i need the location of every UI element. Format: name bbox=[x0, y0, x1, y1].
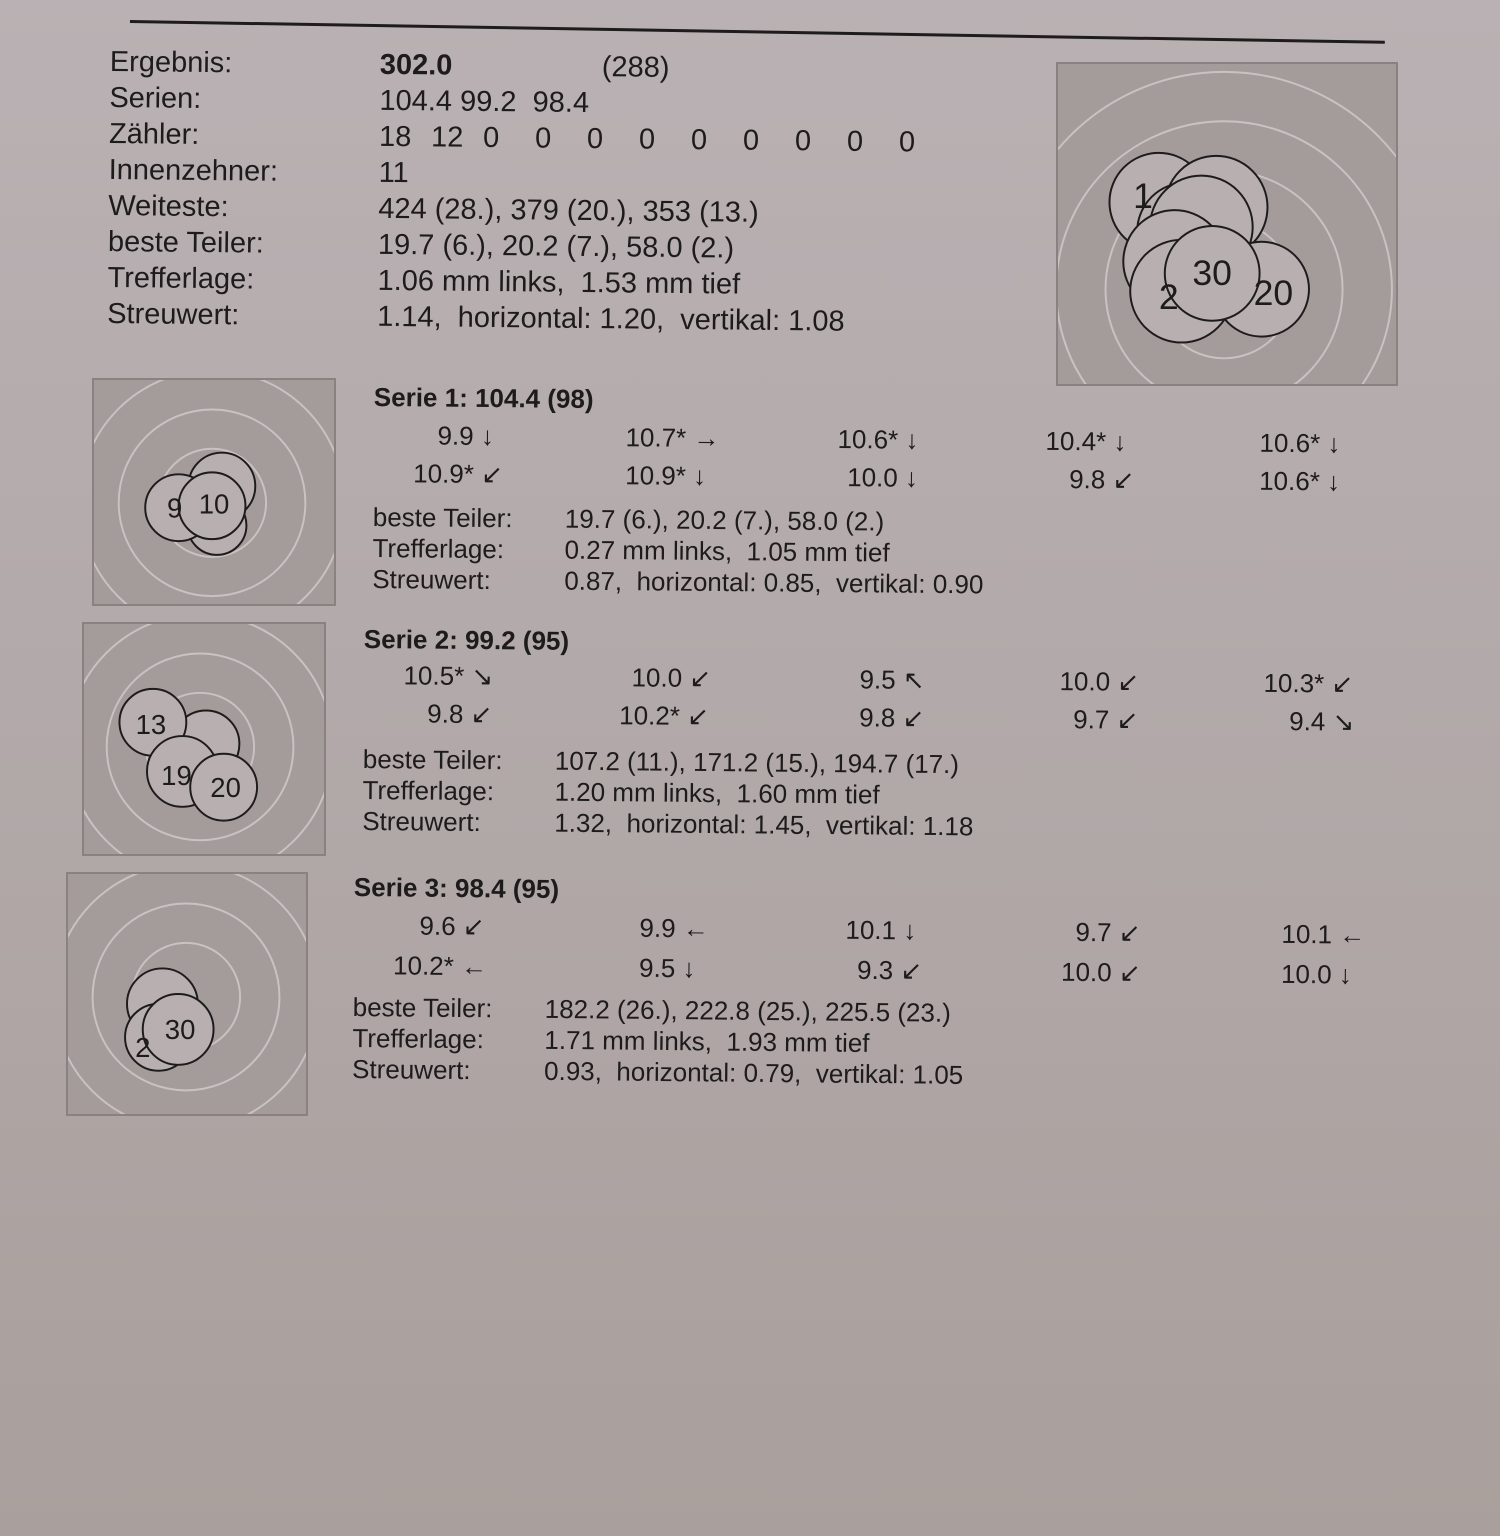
counter-value: 0 bbox=[794, 124, 812, 157]
shot-value: 9.4 ↘ bbox=[1289, 706, 1355, 737]
series-title: Serie 1: 104.4 (98) bbox=[373, 382, 594, 414]
counter-values bbox=[379, 120, 951, 159]
counter-value: 0 bbox=[742, 124, 760, 157]
shot-value: 10.0 ↙ bbox=[1060, 956, 1141, 988]
series-1-target-svg bbox=[94, 380, 334, 604]
shot-value: 10.9* ↓ bbox=[625, 460, 707, 491]
series-stats bbox=[372, 502, 1453, 604]
spread-label: Streuwert: bbox=[351, 1053, 471, 1086]
shot-grid bbox=[373, 416, 1454, 505]
shot-value: 9.3 ↙ bbox=[856, 954, 923, 986]
inner-tens-value: 11 bbox=[378, 156, 409, 189]
series-label: Serien: bbox=[109, 81, 202, 115]
series-3-target-svg bbox=[68, 874, 306, 1114]
shot-value: 10.6* ↓ bbox=[1259, 427, 1341, 459]
best-divisors-value: 107.2 (11.), 171.2 (15.), 194.7 (17.) bbox=[554, 745, 960, 780]
overall-target-svg bbox=[1058, 64, 1396, 384]
shot-value: 10.5* ↘ bbox=[403, 660, 494, 692]
series-3-block bbox=[352, 872, 1434, 1095]
shot-value: 9.7 ↙ bbox=[1073, 704, 1139, 735]
shot-value: 10.9* ↙ bbox=[413, 458, 504, 490]
shot-value: 9.9 ← bbox=[639, 912, 709, 944]
target-shot-label: 10 bbox=[198, 488, 230, 520]
target-shot-label: 30 bbox=[1192, 253, 1232, 294]
series-3-target-image bbox=[66, 872, 308, 1116]
series-values: 104.4 99.2 98.4 bbox=[379, 84, 590, 119]
shot-value: 10.0 ↓ bbox=[847, 462, 919, 493]
shot-value: 10.2* ← bbox=[392, 950, 488, 982]
best-divisors-label: beste Teiler: bbox=[352, 991, 493, 1024]
inner-tens-label: Innenzehner: bbox=[108, 153, 279, 188]
result-score: 302.0 bbox=[379, 48, 453, 82]
best-divisors-label: beste Teiler: bbox=[107, 225, 264, 260]
hit-position-value: 1.20 mm links, 1.60 mm tief bbox=[554, 776, 880, 810]
target-shot-label: 30 bbox=[164, 1014, 196, 1046]
target-shot-label: 20 bbox=[1253, 272, 1294, 313]
hit-position-value: 0.27 mm links, 1.05 mm tief bbox=[564, 534, 890, 568]
counter-value: 0 bbox=[586, 122, 604, 155]
hit-position-label: Trefferlage: bbox=[372, 532, 505, 565]
series-title: Serie 2: 99.2 (95) bbox=[363, 624, 570, 656]
hit-position-value: 1.06 mm links, 1.53 mm tief bbox=[377, 264, 741, 301]
shot-value: 9.9 ↓ bbox=[437, 420, 495, 452]
target-shot-label: 13 bbox=[135, 709, 167, 741]
spread-value: 1.32, horizontal: 1.45, vertikal: 1.18 bbox=[554, 807, 974, 842]
series-stats bbox=[362, 744, 1443, 846]
counter-value: 0 bbox=[846, 125, 864, 158]
shot-value: 10.3* ↙ bbox=[1263, 667, 1354, 699]
shot-value: 10.0 ↓ bbox=[1280, 958, 1353, 990]
target-shot-label: 2 bbox=[135, 1031, 151, 1063]
header-rule bbox=[130, 20, 1385, 44]
shot-value: 10.1 ← bbox=[1281, 918, 1366, 950]
hit-position-value: 1.71 mm links, 1.93 mm tief bbox=[544, 1024, 870, 1058]
spread-label: Streuwert: bbox=[372, 563, 491, 596]
target-shot-label: 19 bbox=[161, 760, 192, 792]
series-1-target-image bbox=[92, 378, 336, 606]
hit-position-label: Trefferlage: bbox=[352, 1022, 485, 1055]
shot-value: 9.5 ↓ bbox=[638, 952, 696, 984]
farthest-label: Weiteste: bbox=[108, 189, 229, 223]
farthest-value: 424 (28.), 379 (20.), 353 (13.) bbox=[378, 192, 759, 229]
shot-value: 10.1 ↓ bbox=[845, 914, 917, 946]
counter-value: 0 bbox=[638, 123, 656, 156]
shot-grid bbox=[353, 906, 1434, 996]
shot-value: 9.5 ↖ bbox=[859, 664, 925, 695]
shot-value: 9.8 ↙ bbox=[859, 702, 925, 733]
best-divisors-label: beste Teiler: bbox=[372, 501, 513, 534]
best-divisors-label: beste Teiler: bbox=[362, 743, 503, 776]
best-divisors-value: 19.7 (6.), 20.2 (7.), 58.0 (2.) bbox=[377, 228, 735, 265]
series-2-target-svg bbox=[84, 624, 324, 854]
spread-label: Streuwert: bbox=[362, 805, 481, 838]
counter-value: 0 bbox=[898, 125, 916, 158]
shot-value: 10.2* ↙ bbox=[619, 700, 710, 732]
best-divisors-value: 19.7 (6.), 20.2 (7.), 58.0 (2.) bbox=[564, 503, 885, 537]
series-2-block bbox=[362, 624, 1444, 846]
shot-value: 10.7* → bbox=[625, 422, 720, 454]
counter-value: 0 bbox=[690, 123, 708, 156]
result-label: Ergebnis: bbox=[109, 45, 233, 79]
counter-value: 18 bbox=[378, 120, 412, 153]
summary-table bbox=[107, 44, 1010, 341]
target-shot-label: 9 bbox=[167, 492, 183, 524]
shot-value: 9.6 ↙ bbox=[419, 910, 485, 942]
shot-value: 10.4* ↓ bbox=[1045, 425, 1127, 457]
spread-value: 0.87, horizontal: 0.85, vertikal: 0.90 bbox=[564, 565, 984, 600]
shot-value: 9.7 ↙ bbox=[1075, 916, 1141, 948]
best-divisors-value: 182.2 (26.), 222.8 (25.), 225.5 (23.) bbox=[544, 993, 951, 1028]
shot-value: 10.6* ↓ bbox=[837, 424, 919, 455]
target-shot-label: 20 bbox=[210, 771, 241, 803]
overall-target-image bbox=[1056, 62, 1398, 386]
spread-label: Streuwert: bbox=[107, 297, 240, 331]
counter-label: Zähler: bbox=[108, 117, 200, 151]
spread-value: 0.93, horizontal: 0.79, vertikal: 1.05 bbox=[543, 1055, 964, 1090]
series-2-target-image bbox=[82, 622, 326, 856]
hit-position-label: Trefferlage: bbox=[362, 774, 495, 807]
counter-value: 0 bbox=[534, 121, 552, 155]
hit-position-label: Trefferlage: bbox=[107, 261, 255, 296]
shot-value: 9.8 ↙ bbox=[427, 698, 493, 730]
counter-value: 0 bbox=[482, 121, 500, 154]
series-1-block bbox=[372, 382, 1454, 604]
spread-value: 1.14, horizontal: 1.20, vertikal: 1.08 bbox=[376, 300, 845, 338]
shot-value: 9.8 ↙ bbox=[1069, 464, 1135, 495]
shot-grid bbox=[363, 658, 1444, 747]
counter-value: 12 bbox=[430, 120, 464, 154]
shot-value: 10.6* ↓ bbox=[1259, 465, 1341, 497]
series-title: Serie 3: 98.4 (95) bbox=[353, 872, 560, 904]
shot-value: 10.0 ↙ bbox=[631, 662, 712, 694]
target-shot-label: 1 bbox=[1133, 176, 1153, 217]
shot-value: 10.0 ↙ bbox=[1059, 666, 1140, 697]
series-stats bbox=[352, 992, 1433, 1095]
result-secondary: (288) bbox=[601, 50, 670, 84]
target-shot-label: 2 bbox=[1158, 276, 1179, 317]
